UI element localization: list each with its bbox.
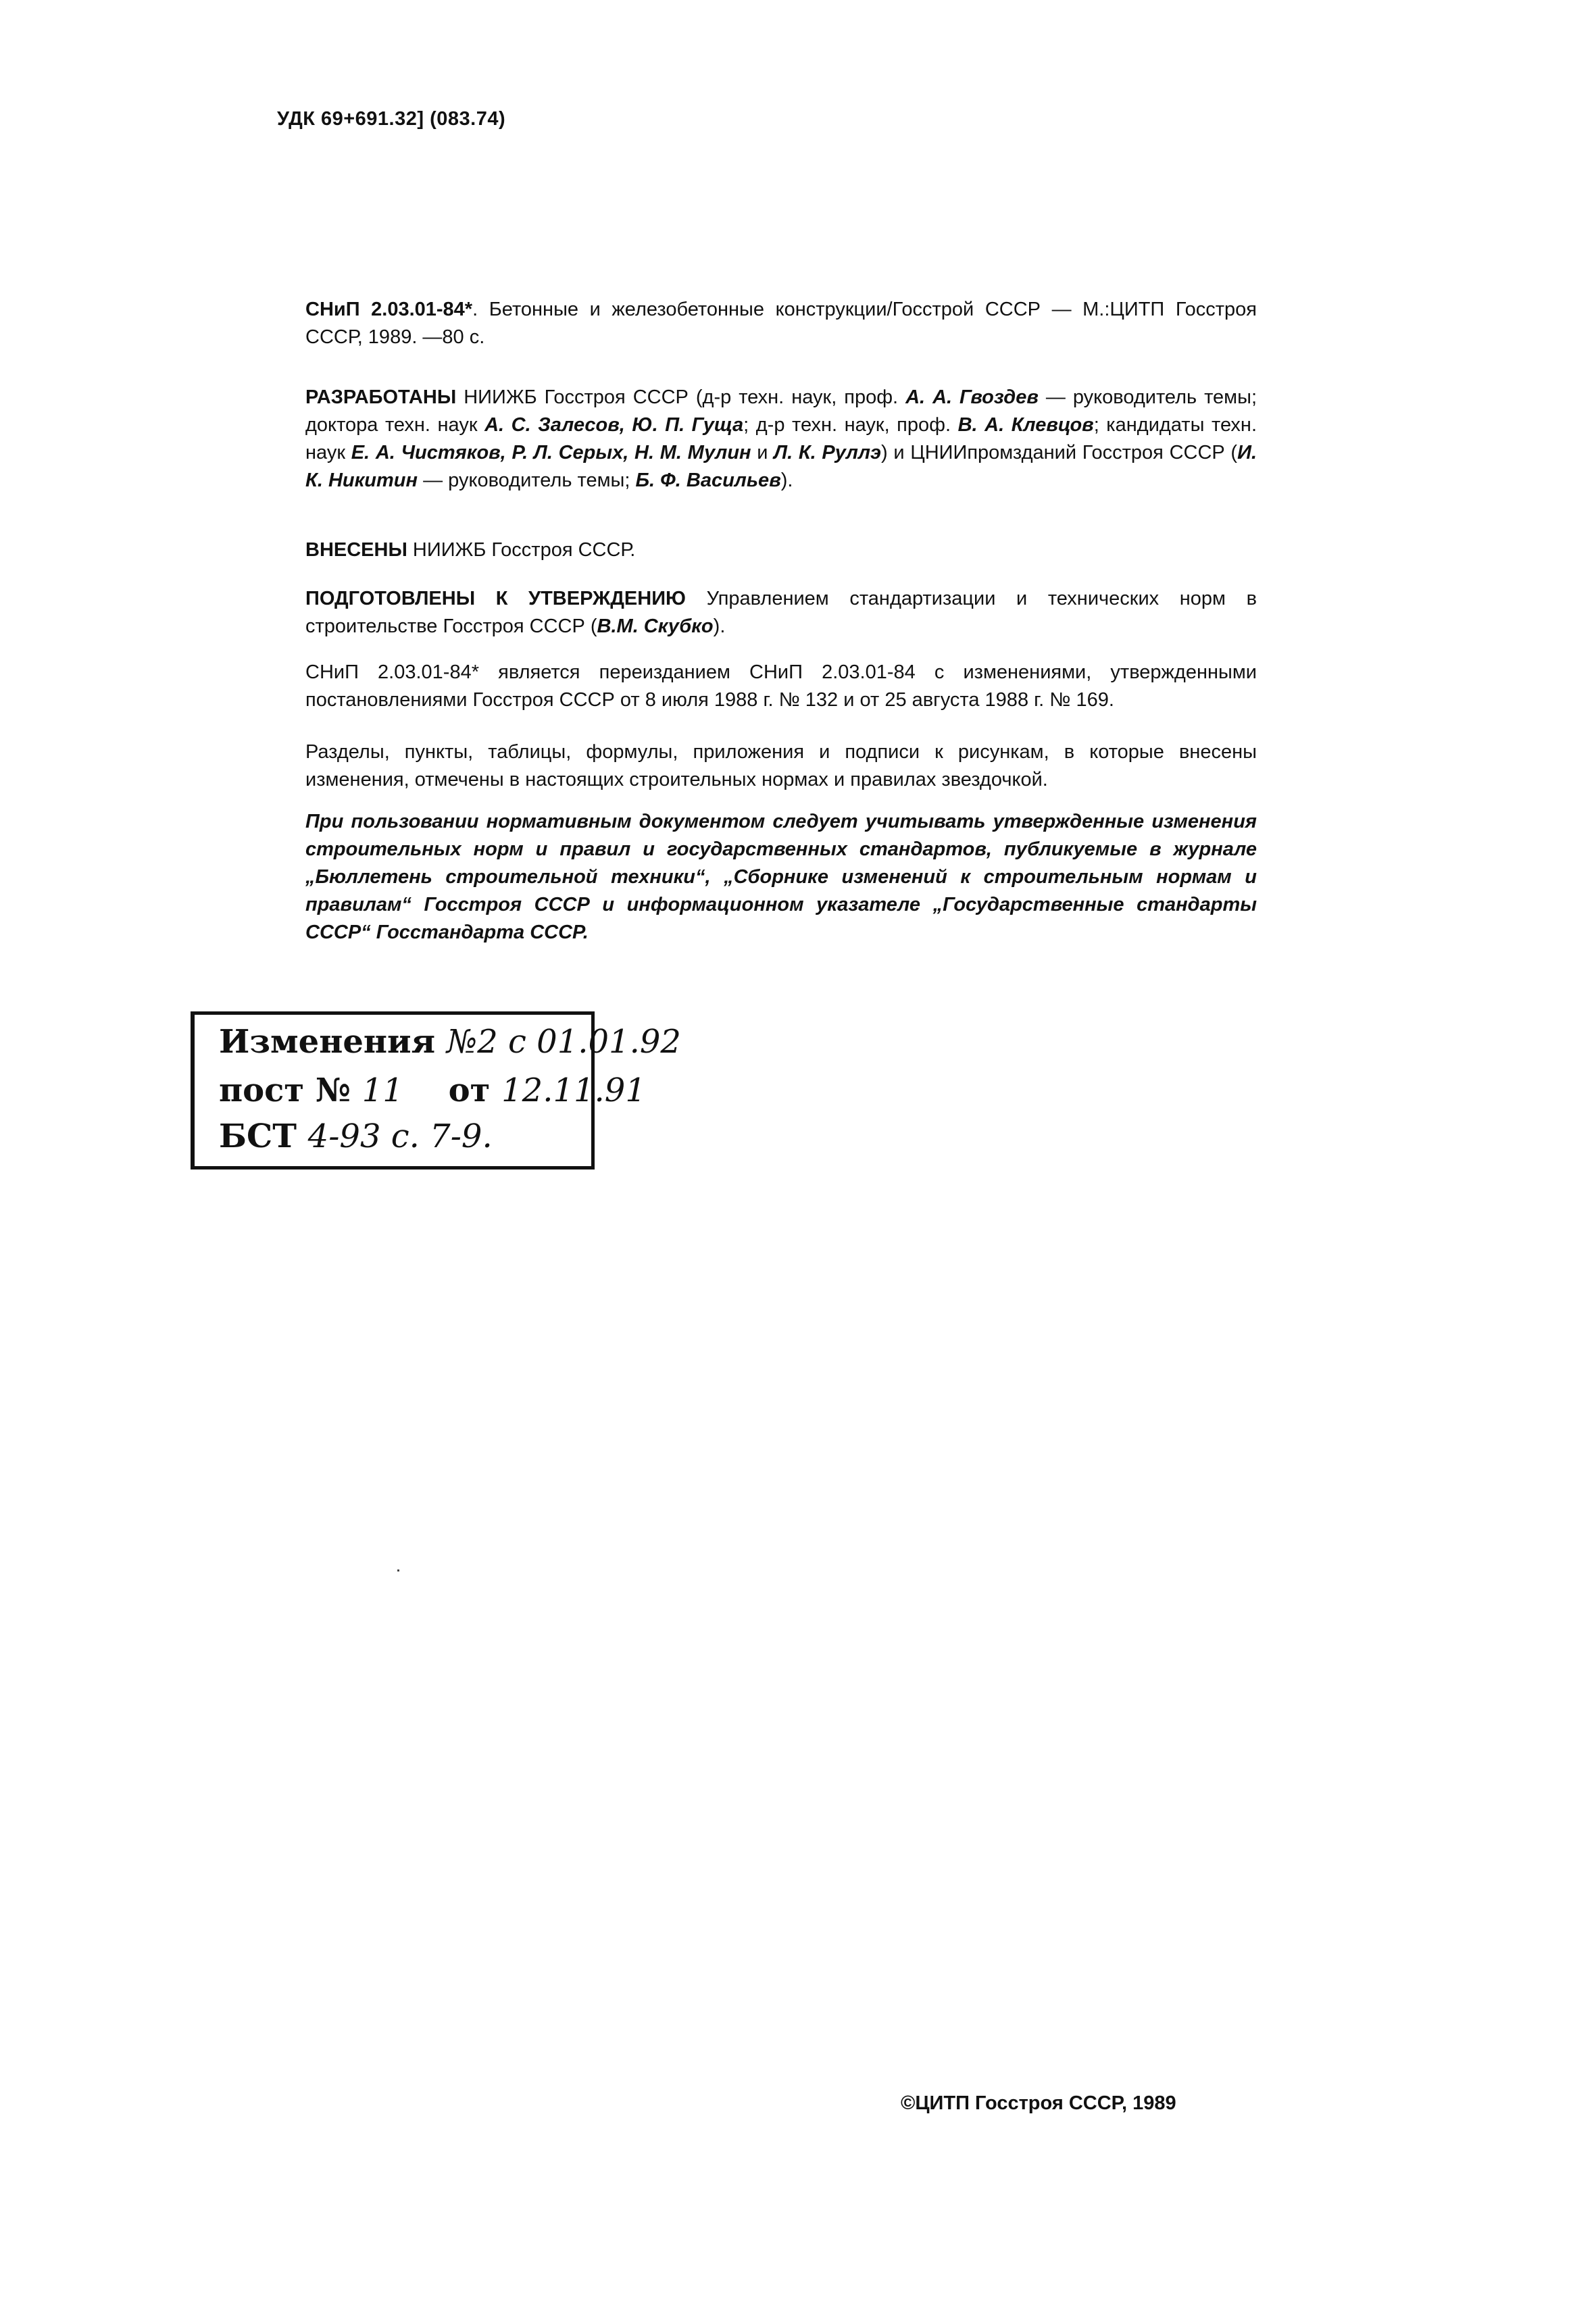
developers-text-8: ). — [780, 470, 793, 491]
reissue-paragraph: СНиП 2.03.01-84* является переизданием СНиП 2.03.01-84 с изменениями, утвержденными постановлениями Госстроя СССР от 8 июля 1988 г. № 132 и от 25 августа 1988 г. № 169. — [305, 661, 1257, 711]
stamp-printed-2a: пост № — [219, 1072, 351, 1109]
scan-speck — [397, 1569, 399, 1571]
stamp-line-1 — [219, 1023, 681, 1061]
developer-name-1: А. А. Гвоздев — [905, 386, 1039, 408]
developer-name-4: Е. А. Чистяков, Р. Л. Серых, Н. М. Мулин — [351, 442, 751, 463]
developers-text-2: — руководитель темы; доктора техн. наук — [305, 386, 1257, 436]
usage-note: При пользовании нормативным документом следует учитывать утвержденные изменения строительных норм и правил и государственных стандартов, публикуемые в журнале „Бюллетень строительной техники“, „Сборнике изменений к строительным нормам и правилам“ Госстроя СССР и информационном указателе „Государственные стандарты СССР“ Госстандарта СССР. — [305, 811, 1257, 943]
sections-paragraph: Разделы, пункты, таблицы, формулы, приложения и подписи к рисункам, в которые внесены изменения, отмечены в настоящих строительных нормах и правилах звездочкой. — [305, 741, 1257, 790]
introduced-label: ВНЕСЕНЫ — [305, 539, 407, 561]
amendment-stamp — [191, 1011, 681, 1169]
introduced-paragraph — [305, 536, 1257, 564]
developers-text-4: ; кандидаты техн. наук — [305, 414, 1257, 463]
developer-name-5: Л. К. Руллэ — [774, 442, 881, 463]
prepared-name: В.М. Скубко — [597, 615, 714, 637]
stamp-printed-3: БСТ — [219, 1117, 297, 1155]
developer-name-7: Б. Ф. Васильев — [635, 470, 781, 491]
stamp-line-2 — [219, 1072, 646, 1109]
developers-text-1: НИИЖБ Госстроя СССР (д-р техн. наук, проф. — [464, 386, 906, 408]
developer-name-2: А. С. Залесов, Ю. П. Гуща — [484, 414, 744, 436]
prepared-text: Управлением стандартизации и технических норм в строительстве Госстроя СССР ( — [305, 588, 1257, 637]
developers-paragraph — [305, 384, 1257, 495]
developers-label: РАЗРАБОТАНЫ — [305, 386, 457, 408]
stamp-handwritten-3: 4-93 с. 7-9. — [307, 1117, 493, 1155]
stamp-handwritten-2b: 12.11.91 — [501, 1072, 646, 1109]
prepared-paragraph — [305, 585, 1257, 640]
prepared-label: ПОДГОТОВЛЕНЫ К УТВЕРЖДЕНИЮ — [305, 588, 686, 609]
developers-text-6: ) и ЦНИИпромзданий Госстроя СССР ( — [881, 442, 1238, 463]
stamp-handwritten-2a: 11 — [361, 1072, 403, 1109]
introduced-text: НИИЖБ Госстроя СССР. — [407, 539, 636, 561]
copyright-notice: ©ЦИТП Госстроя СССР, 1989 — [901, 2092, 1176, 2114]
bibliographic-text: . Бетонные и железобетонные конструкции/Госстрой СССР — М.:ЦИТП Госстроя СССР, 1989. —80 с. — [305, 299, 1257, 348]
developer-name-6: И. К. Никитин — [305, 442, 1257, 491]
developers-text-5: и — [751, 442, 774, 463]
udk-code: УДК 69+691.32] (083.74) — [277, 108, 506, 130]
stamp-handwritten-1: №2 с 01.01.92 — [446, 1023, 681, 1061]
snip-code: СНиП 2.03.01-84* — [305, 299, 473, 320]
developers-text-3: ; д-р техн. наук, проф. — [743, 414, 958, 436]
prepared-end: ). — [713, 615, 726, 637]
bibliographic-entry — [305, 296, 1257, 351]
stamp-printed-2b: от — [448, 1072, 491, 1109]
stamp-printed-1: Изменения — [219, 1023, 436, 1061]
developers-text-7: — руководитель темы; — [418, 470, 636, 491]
stamp-line-3 — [219, 1117, 493, 1155]
developer-name-3: В. А. Клевцов — [957, 414, 1094, 436]
